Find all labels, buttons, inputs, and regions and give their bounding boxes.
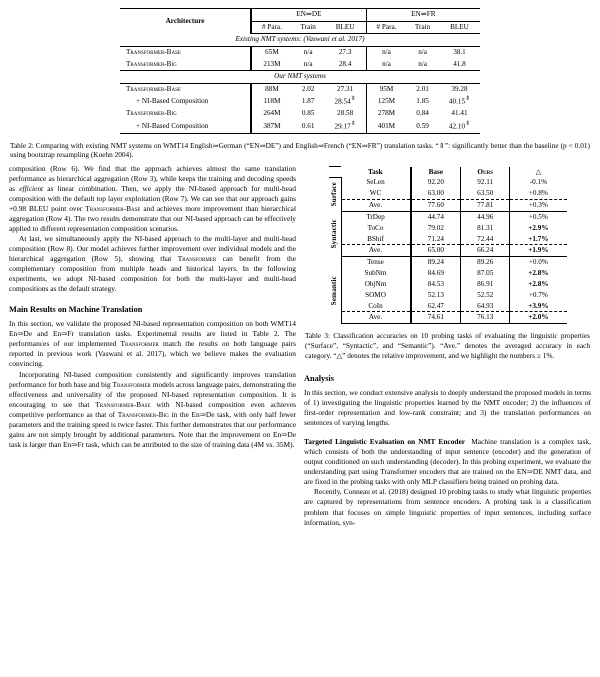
model-name: Transformer: [112, 379, 151, 389]
table-3-category-label: Syntactic: [330, 219, 339, 249]
table-3-delta: +0.5%: [510, 211, 567, 222]
table-2-subhdr-fr-para: # Para.: [366, 21, 406, 34]
significance-marker-icon: ⇑: [465, 96, 471, 103]
table-3-ours: 89.26: [461, 257, 510, 268]
table-2-group-en-fr: EN⇒FR: [366, 9, 480, 22]
table-3-task: CoIn: [368, 301, 383, 310]
paragraph: composition (Row 6). We find that the approach achieves almost the same translation performance as hierarchical aggregation (Row 3), while keeps the training and decoding speeds as efficient as linear combination. Then, we apply the NI-based approach for multi-head composition with the default top layer exploitation (Row 7). We can see that our approach gains +0.98 BLEU point over Transformer-Base and achieves more improvement than hierarchical aggregation (Row 4). The two results demonstrate that our NI-based approach can be effectively applied to different representation composition scenarios.: [9, 164, 296, 234]
table-3-base: 89.24: [411, 257, 461, 268]
table-2-de-para: 264M: [251, 108, 292, 120]
table-2-fr-para: 95M: [366, 83, 406, 95]
table-2-fr-bleu: 41.41: [451, 109, 468, 118]
table-2-subhdr-de-bleu: BLEU: [325, 21, 367, 34]
table-3-col-delta: △: [510, 167, 567, 178]
table-3-ours: 92.11: [461, 177, 510, 188]
table-3-delta: +2.0%: [510, 312, 567, 324]
paragraph: In this section, we validate the proposed NI-based representation composition on both WMT14 En⇒De and En⇒Fr translation tasks. Experimental results are listed in Table 2. The performances of our implemented Transformer match the results on both language pairs reported in previous work (Vaswani et al. 2017), which we believe makes the evaluation convincing.: [9, 319, 296, 369]
table-3-base: 63.00: [411, 188, 461, 199]
table-2-subhdr-de-para: # Para.: [251, 21, 292, 34]
table-3-ours: 77.81: [461, 199, 510, 211]
table-3-category-label: Surface: [330, 182, 339, 207]
body-columns: [0, 164, 600, 677]
table-3-category-semantic: [329, 257, 342, 324]
table-2-fr-train: 0.84: [416, 109, 429, 118]
table-2-de-para: 88M: [251, 83, 292, 95]
table-2-de-bleu: 29.17⇑: [325, 120, 367, 133]
table-2-grid: [120, 8, 480, 134]
table-2-de-bleu: 28.58: [337, 109, 354, 118]
table-2-de-train: n/a: [303, 48, 313, 57]
table-2-de-train: 2.02: [301, 84, 315, 93]
table-2-fr-train: n/a: [418, 48, 427, 57]
table-2-de-bleu: 28.54⇑: [334, 96, 356, 106]
table-2-fr-train: 2.01: [416, 84, 429, 93]
table-2-fr-para: 125M: [366, 95, 406, 108]
table-2-section-ours-label: Our NMT systems: [120, 70, 480, 83]
table-row: [329, 268, 567, 279]
table-2-de-para: 213M: [251, 58, 292, 70]
table-2-arch: + NI-Based Composition: [136, 97, 209, 106]
table-row: [329, 279, 567, 290]
table-row: [120, 108, 480, 120]
table-3-task: Ave.: [341, 245, 411, 257]
table-3-ours: 81.31: [461, 223, 510, 234]
table-row: [329, 199, 567, 211]
table-3-ours: 44.96: [461, 211, 510, 222]
table-2-fr-para: n/a: [366, 46, 406, 58]
table-3-delta: +2.8%: [510, 268, 567, 279]
table-3-base: 84.69: [411, 268, 461, 279]
table-3-ours: 63.50: [461, 188, 510, 199]
table-2-subhdr-fr-bleu: BLEU: [439, 21, 480, 34]
table-3-task: TrDep: [366, 212, 385, 221]
table-row: [329, 300, 567, 311]
table-2-subhdr-fr-train: Train: [406, 21, 439, 34]
table-2-fr-bleu: 40.15⇑: [448, 96, 471, 106]
table-3-base: 77.60: [411, 199, 461, 211]
table-2-fr-train: 0.59: [406, 120, 439, 133]
table-3-task: Ave.: [341, 199, 411, 211]
table-3-ours: 72.44: [461, 233, 510, 244]
table-3-header-row: [329, 167, 567, 178]
table-row: [329, 245, 567, 257]
table-2-caption: Table 2: Comparing with existing NMT systems on WMT14 English⇒German (“EN⇒DE”) and English⇒French (“EN⇒FR”) translation tasks. “⇑”: significantly better than the baseline (p < 0.01) using bootstrap resampling (Koehn 2004).: [10, 140, 590, 160]
table-3-ours: 76.13: [461, 312, 510, 324]
table-3-delta: +0.3%: [510, 199, 567, 211]
table-3-task: ToCo: [367, 223, 384, 232]
table-3-base: 62.47: [411, 300, 461, 311]
table-3-ours: 66.24: [461, 245, 510, 257]
table-row: [120, 120, 480, 133]
table-row: [329, 233, 567, 244]
table-2-fr-para: n/a: [366, 58, 406, 70]
table-2-header-row-1: [120, 9, 480, 22]
table-2-fr-train: n/a: [406, 58, 439, 70]
table-2-de-para: 387M: [251, 120, 292, 133]
table-3-base: 71.24: [411, 233, 461, 244]
table-3-category-corner: [329, 167, 342, 178]
table-3-ours: 64.93: [461, 300, 510, 311]
paper-page: [0, 8, 600, 677]
table-2-section-existing-label: Existing NMT systems: (Vaswani et al. 2017): [120, 34, 480, 47]
table-3-task: Ave.: [341, 312, 411, 324]
table-3-task: SubNm: [364, 269, 387, 278]
significance-marker-icon: ⇑: [350, 121, 356, 128]
table-3-ours: 87.05: [461, 268, 510, 279]
table-3-base: 74.61: [411, 312, 461, 324]
table-2-arch: Transformer-Big: [120, 58, 251, 70]
table-3-task: ObjNm: [364, 279, 387, 288]
table-3-ours: 52.52: [461, 290, 510, 301]
table-3-base: 44.74: [411, 211, 461, 222]
table-2-de-bleu: 27.3: [338, 48, 352, 57]
table-3-base: 79.02: [411, 223, 461, 234]
table-3-delta: +1.9%: [510, 245, 567, 257]
table-row: [120, 46, 480, 58]
section-heading-analysis: Analysis: [304, 374, 334, 384]
table-2-arch: Transformer-Big: [126, 109, 177, 118]
table-2-fr-bleu: 41.8: [439, 58, 480, 70]
table-3-task: BShif: [367, 234, 384, 243]
left-column: [9, 164, 296, 450]
table-2-fr-para: 401M: [366, 120, 406, 133]
table-2-de-train: 0.85: [301, 109, 315, 118]
model-name: Transformer: [120, 339, 159, 349]
table-3-delta: +3.9%: [510, 300, 567, 311]
table-2-de-bleu: 28.4: [325, 58, 367, 70]
table-3-delta: +0.0%: [510, 257, 567, 268]
table-3-col-task: Task: [367, 167, 383, 176]
right-column: [304, 164, 591, 528]
paragraph-text: Machine translation is a complex task, which consists of both the understanding of input sentence (encoder) and the generation of output conditioned on such understanding (decoder). In this probing experiment, we evaluate the understanding part using Transformer encoders that are trained on the EN⇒DE NMT data, and are fixed in the probing tasks with only MLP classifiers being trained on probing data.: [304, 437, 591, 487]
model-name: Transformer-Base: [85, 204, 141, 214]
table-row: [120, 58, 480, 70]
table-2-arch: Transformer-Base: [126, 84, 181, 93]
table-3-delta: +2.9%: [510, 223, 567, 234]
table-3-col-base: Base: [411, 167, 461, 178]
paragraph: At last, we simultaneously apply the NI-based approach to the multi-layer and multi-head composition (Row 8). Our model achieves further improvement over individual models and the hierarchical aggregation (Row 5), showing that Transformer can benefit from the complementary composition from multiple heads and historical layers. In the following experiments, we adopt NI-based composition for both the multi-layer and multi-head compositions as the default strategy.: [9, 234, 297, 294]
table-2-de-train: 0.61: [292, 120, 325, 133]
table-2-fr-bleu: 42.10⇑: [439, 120, 480, 133]
section-heading-main-results: Main Results on Machine Translation: [9, 305, 143, 315]
table-3-caption: Table 3: Classification accuracies on 10 probing tasks of evaluating the linguistic properties (“Surface”, “Syntactic”, and “Semantic”). “Ave.” denotes the averaged accuracy in each category. “△” denotes the relative improvement, and we highlight the numbers ≥ 1%.: [305, 331, 590, 360]
table-2-section-ours: [120, 70, 480, 83]
table-2-de-train: 1.87: [301, 97, 315, 106]
significance-marker-icon: ⇑: [465, 121, 471, 128]
table-row: [120, 95, 480, 108]
table-row: [329, 223, 567, 234]
table-3: [329, 166, 567, 324]
table-2-de-train: n/a: [292, 58, 325, 70]
table-row: [329, 257, 567, 268]
table-row: [329, 211, 567, 222]
table-2-arch: Transformer-Base: [126, 48, 181, 57]
paragraph: In this section, we conduct extensive analysis to deeply understand the proposed models in terms of 1) investigating the linguistic properties learned by the NMT encoder; 2) the influences of first-order representation and low-rank constraint; and 3) the translation performances on sentences of varying lengths.: [304, 388, 591, 428]
table-3-base: 65.00: [411, 245, 461, 257]
table-3-delta: +0.7%: [510, 290, 567, 301]
table-2-de-bleu: 27.31: [337, 84, 354, 93]
table-2: [120, 8, 480, 134]
paragraph: [304, 437, 591, 487]
table-3-task: SeLen: [366, 178, 385, 187]
table-2-de-para: 65M: [251, 46, 292, 58]
table-2-arch: + NI-Based Composition: [120, 120, 251, 133]
table-3-category-label: Semantic: [330, 275, 339, 305]
significance-marker-icon: ⇑: [350, 96, 356, 103]
emphasis: efficient: [19, 184, 44, 194]
table-2-col-architecture: Architecture: [120, 9, 251, 34]
table-3-task: Tense: [367, 258, 384, 267]
table-row: [329, 290, 567, 301]
table-2-fr-para: 278M: [366, 108, 406, 120]
table-2-subhdr-de-train: Train: [292, 21, 325, 34]
model-name: Transformer-Big: [117, 409, 169, 419]
table-3-col-ours: Ours: [461, 167, 510, 178]
table-2-fr-bleu: 38.1: [453, 48, 466, 57]
table-2-section-existing: [120, 34, 480, 47]
paragraph: Recently, Conneau et al. (2018) designed 10 probing tasks to study what linguistic properties are captured by representations from sentence encoders. A probing task is a classification problem that focuses on simple linguistic properties of input sentences, including surface information, syn-: [304, 487, 591, 527]
runin-heading: Targeted Linguistic Evaluation on NMT Encoder: [304, 437, 466, 447]
table-2-fr-bleu: 39.28: [451, 84, 468, 93]
table-2-group-en-de: EN⇒DE: [251, 9, 366, 22]
table-row: [329, 188, 567, 199]
table-3-grid: [329, 166, 567, 324]
table-2-fr-train: 1.85: [416, 97, 429, 106]
table-3-ours: 86.91: [461, 279, 510, 290]
table-row: [329, 312, 567, 324]
table-3-task: WC: [369, 189, 382, 198]
table-3-base: 52.13: [411, 290, 461, 301]
table-row: [120, 83, 480, 95]
table-3-delta: +0.8%: [510, 188, 567, 199]
model-name: Transformer-Base: [95, 399, 151, 409]
table-3-base: 92.20: [411, 177, 461, 188]
model-name: Transformer: [177, 254, 217, 264]
table-3-base: 84.53: [411, 279, 461, 290]
table-3-category-syntactic: [329, 211, 342, 256]
paragraph: Incorporating NI-based composition consistently and significantly improves translation performance for both base and big Transformer models across language pairs, demonstrating the effectiveness and universality of the proposed NI-based representation composition. It is encouraging to see that Transformer-Base with NI-based composition even achieves competitive performance as that of Transformer-Big in the En⇒De task, with only half fewer parameters and the training speed is twice faster. This further demonstrates that our performance gains are not simply brought by additional parameters. Note that the improvement on En⇒De task is larger than En⇒Fr task, which can be attributed to the size of training data (4M vs. 35M).: [9, 369, 297, 449]
table-row: [329, 177, 567, 188]
table-3-category-surface: [329, 177, 342, 211]
table-3-delta: +1.7%: [510, 233, 567, 244]
table-3-delta: +2.8%: [510, 279, 567, 290]
table-2-de-para: 118M: [251, 95, 292, 108]
table-3-task: SOMO: [365, 290, 386, 299]
table-3-delta: -0.1%: [510, 177, 567, 188]
